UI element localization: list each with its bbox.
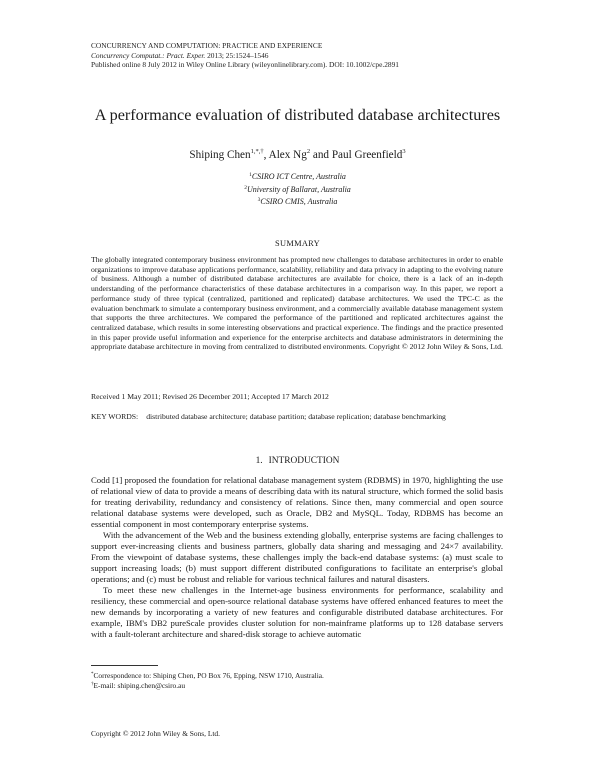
author-name: Paul Greenfield [331, 149, 403, 161]
abstract-text: The globally integrated contemporary business environment has prompted new challenges to database architectures in order to enable organizations to improve database applications performance, scalability, reliability and data privacy in adapting to the evolving nature of business. Although a number of distributed database architectures are available for choice, there is a lack of an in-depth understanding of the performance characteristics of these database architectures in a comparison way. In this paper, we report a performance study of three typical (centralized, partitioned and replicated) database architectures. We used the TPC-C as the evaluation benchmark to simulate a contemporary business environment, and a commercially available database management system that supports the three architectures. We compared the performance of the partitioned and replicated architectures against the centralized database, which results in some interesting observations and practical experience. The findings and the practice presented in this paper provide useful information and experience for the enterprise architects and database administrators in determining the appropriate database architecture in moving from centralized to distributed environments. Copyright © 2012 John Wiley & Sons, Ltd. [91, 255, 503, 352]
author-name: Shiping Chen [189, 149, 251, 161]
publication-info: Published online 8 July 2012 in Wiley Online Library (wileyonlinelibrary.com). DOI: 10.1002/cpe.2891 [91, 60, 400, 69]
section-title: INTRODUCTION [268, 456, 340, 466]
footnote [91, 670, 503, 680]
section-number: 1. [255, 456, 263, 466]
author-separator: and [310, 149, 332, 161]
affiliation-text: CSIRO CMIS, Australia [260, 197, 338, 206]
affiliation-list [40, 170, 555, 208]
author-name: Alex Ng [268, 149, 307, 161]
received-dates: Received 1 May 2011; Revised 26 December 2011; Accepted 17 March 2012 [91, 392, 329, 401]
footnote-mark: * [91, 672, 94, 677]
keywords-text: distributed database architecture; database partition; database replication; database benchmarking [146, 412, 446, 421]
author-list [40, 148, 555, 161]
affiliation [40, 183, 555, 196]
author-marks: 3 [402, 148, 406, 155]
affiliation-text: University of Ballarat, Australia [246, 184, 351, 194]
journal-header [91, 41, 531, 70]
correspondence-note: Correspondence to: Shiping Chen, PO Box 76, Epping, NSW 1710, Australia. [93, 671, 324, 680]
affiliation-text: CSIRO ICT Centre, Australia [251, 172, 346, 181]
journal-name: CONCURRENCY AND COMPUTATION: PRACTICE AND EXPERIENCE [91, 41, 323, 50]
email-note: E-mail: shiping.chen@csiro.au [93, 681, 186, 691]
affiliation-mark: 2 [244, 184, 247, 191]
copyright-footer: Copyright © 2012 John Wiley & Sons, Ltd. [91, 729, 220, 738]
journal-abbrev: Concurrency Computat.: Pract. Exper. [91, 50, 206, 60]
keywords-line [91, 412, 511, 421]
paper-title: A performance evaluation of distributed database architectures [94, 106, 501, 124]
author-marks: 2 [306, 148, 311, 155]
summary-heading: SUMMARY [275, 239, 320, 248]
affiliation-mark: 3 [257, 197, 261, 203]
footnote [91, 680, 503, 690]
footnote-mark: † [91, 682, 94, 688]
section-heading [40, 456, 555, 466]
paragraph: Codd [1] proposed the foundation for relational database management system (RDBMS) in 1970, highlighting the use of relational view of data to provide a means of describing data with its natural structure, which formed the solid basis for treating derivability, redundancy and consistency of relations. Since then, many commercial and open source relational database systems were developed, such as Oracle, DB2 and MySQL. Today, RDBMS has become an essential component in most contemporary enterprise systems. [91, 475, 503, 529]
footnote-divider [91, 665, 158, 666]
author-separator: , [263, 149, 269, 161]
body-text [91, 475, 503, 640]
affiliation [40, 170, 555, 183]
paragraph: To meet these new challenges in the Internet-age business environments for performance, scalability and resiliency, these commercial and open-source relational database systems have offered enhanced features to meet the new demands by incorporating a variety of new features and configurable distributed database architectures. For example, IBM's DB2 pureScale provides cluster solution for non-mainframe platforms up to 128 database servers with a fault-tolerant architecture and shared-disk storage to achieve automatic [91, 585, 503, 639]
affiliation [40, 195, 555, 208]
paragraph: With the advancement of the Web and the business extending globally, enterprise systems are facing challenges to support ever-increasing clients and business partners, globally data sharing and messaging and 24×7 availability. From the viewpoint of database systems, these challenges imply the back-end database systems: (a) must scale to support increasing loads; (b) must support different distributed configurations to facilitate an enterprise's global operations; and (c) must be robust and reliable for various technical failures and natural disasters. [91, 530, 503, 584]
journal-citation [91, 51, 531, 61]
author-marks: 1,*,† [250, 148, 264, 155]
keywords-label: KEY WORDS: [91, 412, 139, 421]
footnotes [91, 670, 503, 691]
affiliation-mark: 1 [249, 172, 252, 178]
journal-volume: 2013; 25:1524–1546 [205, 50, 269, 60]
